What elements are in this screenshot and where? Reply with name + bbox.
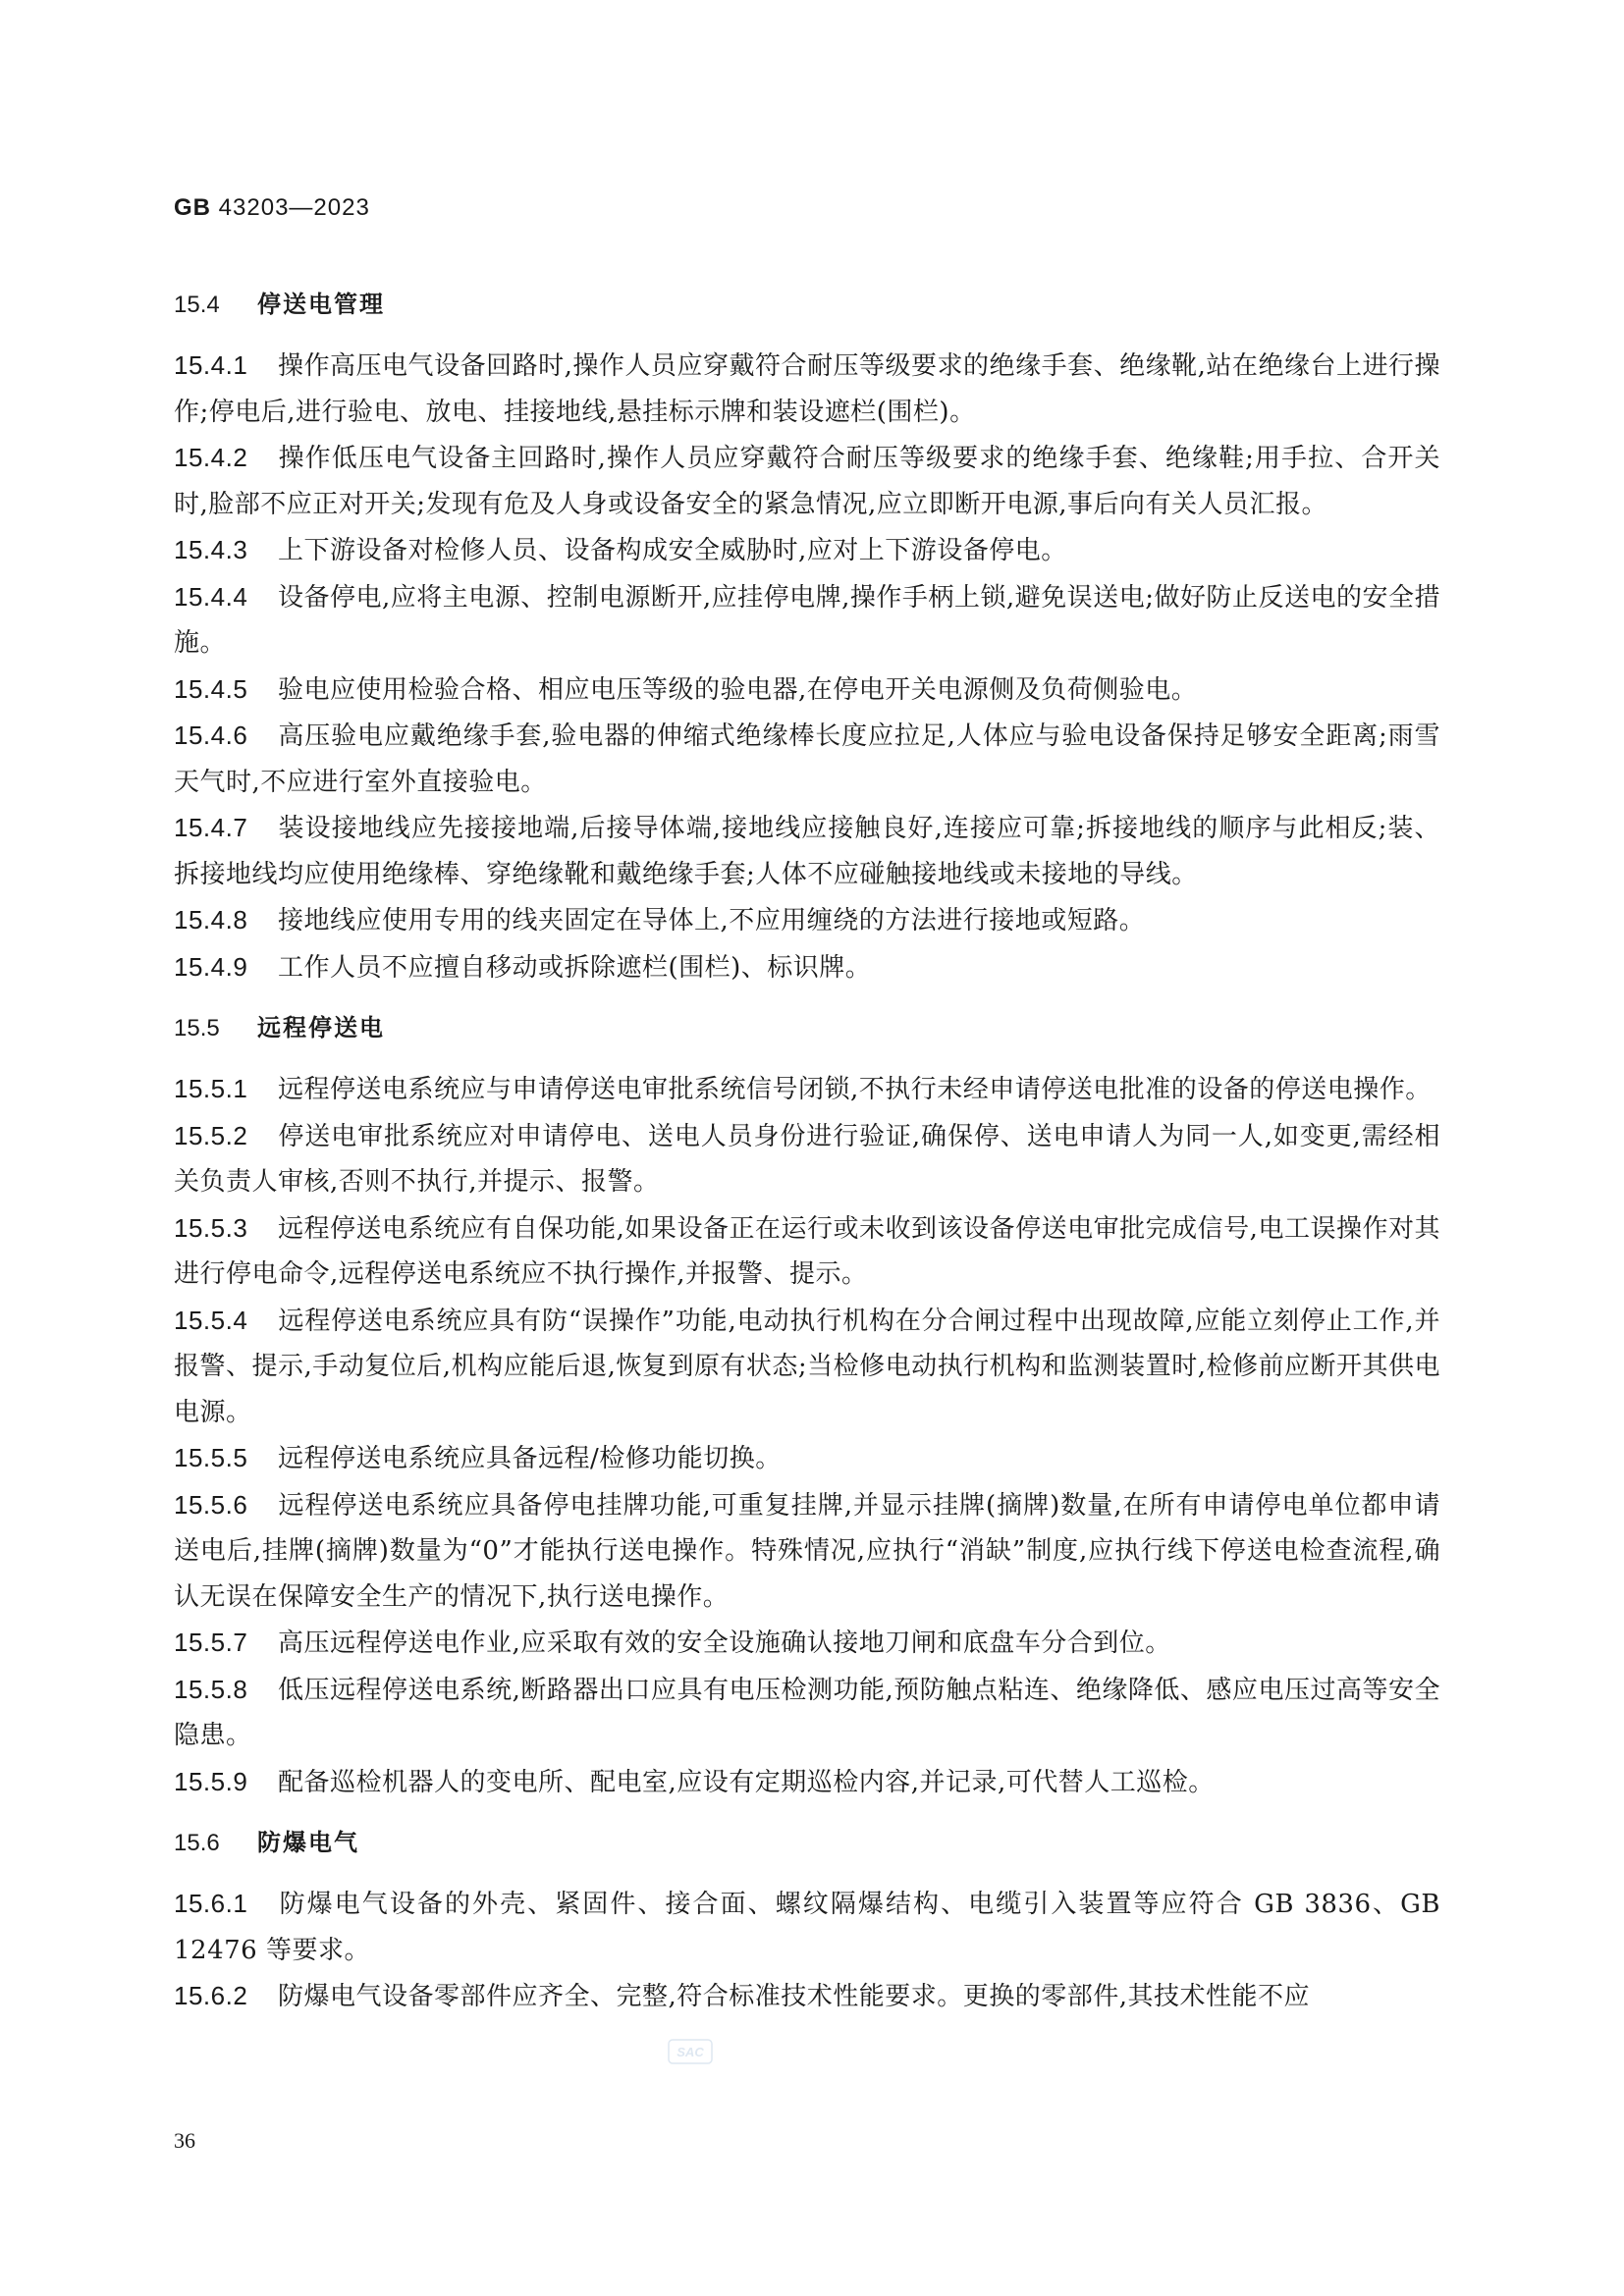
clause-text: 防爆电气设备的外壳、紧固件、接合面、螺纹隔爆结构、电缆引入装置等应符合 GB 3836、GB 12476 等要求。 — [174, 1890, 1440, 1965]
clause-text: 停送电审批系统应对申请停电、送电人员身份进行验证,确保停、送电申请人为同一人,如变更,需经相关负责人审核,否则不执行,并提示、报警。 — [174, 1121, 1440, 1197]
clause-number: 15.4.6 — [174, 721, 248, 750]
clause-number: 15.6.1 — [174, 1889, 248, 1918]
clause-text: 低压远程停送电系统,断路器出口应具有电压检测功能,预防触点粘连、绝缘降低、感应电压过高等安全隐患。 — [174, 1675, 1440, 1750]
clause-text: 操作高压电气设备回路时,操作人员应穿戴符合耐压等级要求的绝缘手套、绝缘靴,站在绝缘台上进行操作;停电后,进行验电、放电、挂接地线,悬挂标示牌和装设遮栏(围栏)。 — [174, 351, 1440, 427]
clause — [174, 1620, 1440, 1667]
clause-number: 15.5.5 — [174, 1443, 248, 1472]
clause-text: 配备巡检机器人的变电所、配电室,应设有定期巡检内容,并记录,可代替人工巡检。 — [278, 1767, 1215, 1797]
clause — [174, 574, 1440, 667]
clause-text: 设备停电,应将主电源、控制电源断开,应挂停电牌,操作手柄上锁,避免误送电;做好防止反送电的安全措施。 — [174, 582, 1440, 658]
clause — [174, 944, 1440, 991]
clause — [174, 713, 1440, 805]
svg-text:SAC: SAC — [677, 2045, 704, 2059]
clause-text: 高压验电应戴绝缘手套,验电器的伸缩式绝缘棒长度应拉足,人体应与验电设备保持足够安全距离;雨雪天气时,不应进行室外直接验电。 — [174, 721, 1440, 797]
clause-number: 15.4.2 — [174, 443, 248, 472]
clause — [174, 343, 1440, 435]
sac-watermark-logo — [668, 2039, 713, 2064]
section-heading — [174, 1004, 1440, 1052]
section-number: 15.4 — [174, 292, 220, 318]
clause-number: 15.5.7 — [174, 1628, 248, 1657]
clause — [174, 897, 1440, 944]
clause-text: 远程停送电系统应具备远程/检修功能切换。 — [278, 1444, 782, 1473]
clause-number: 15.5.9 — [174, 1766, 248, 1796]
clause-number: 15.4.3 — [174, 535, 248, 564]
section-number: 15.5 — [174, 1015, 220, 1041]
clause-text: 远程停送电系统应具有防“误操作”功能,电动执行机构在分合闸过程中出现故障,应能立刻停止工作,并报警、提示,手动复位后,机构应能后退,恢复到原有状态;当检修电动执行机构和监测装置时,检修前应断开其供电电源。 — [174, 1306, 1440, 1427]
section-title: 停送电管理 — [257, 291, 385, 318]
clause — [174, 1113, 1440, 1205]
section-heading — [174, 1819, 1440, 1867]
clause-text: 高压远程停送电作业,应采取有效的安全设施确认接地刀闸和底盘车分合到位。 — [278, 1629, 1171, 1658]
clause-text: 远程停送电系统应具备停电挂牌功能,可重复挂牌,并显示挂牌(摘牌)数量,在所有申请停电单位都申请送电后,挂牌(摘牌)数量为“0”才能执行送电操作。特殊情况,应执行“消缺”制度,应执行线下停送电检查流程,确认无误在保障安全生产的情况下,执行送电操作。 — [174, 1490, 1440, 1612]
standard-number: 43203—2023 — [218, 194, 370, 221]
clause — [174, 667, 1440, 714]
clause — [174, 1298, 1440, 1436]
clause-number: 15.5.2 — [174, 1120, 248, 1150]
clause — [174, 1881, 1440, 1973]
clause-text: 接地线应使用专用的线夹固定在导体上,不应用缠绕的方法进行接地或短路。 — [278, 906, 1146, 935]
section-title: 防爆电气 — [257, 1829, 359, 1856]
clause-text: 远程停送电系统应有自保功能,如果设备正在运行或未收到该设备停送电审批完成信号,电工误操作对其进行停电命令,远程停送电系统应不执行操作,并报警、提示。 — [174, 1213, 1440, 1289]
clause-text: 工作人员不应擅自移动或拆除遮栏(围栏)、标识牌。 — [278, 952, 872, 983]
clause-text: 远程停送电系统应与申请停送电审批系统信号闭锁,不执行未经申请停送电批准的设备的停送电操作。 — [278, 1075, 1432, 1104]
clause-text: 上下游设备对检修人员、设备构成安全威胁时,应对上下游设备停电。 — [278, 536, 1067, 565]
document-body — [174, 281, 1440, 2020]
clause-number: 15.5.1 — [174, 1074, 248, 1103]
clause-text: 验电应使用检验合格、相应电压等级的验电器,在停电开关电源侧及负荷侧验电。 — [278, 674, 1198, 705]
clause-number: 15.5.6 — [174, 1489, 248, 1520]
clause-number: 15.4.9 — [174, 951, 248, 982]
section-heading — [174, 281, 1440, 329]
section-title: 远程停送电 — [257, 1014, 385, 1041]
clause-number: 15.4.8 — [174, 905, 248, 934]
clause — [174, 435, 1440, 527]
section-number: 15.6 — [174, 1830, 220, 1856]
clause — [174, 1667, 1440, 1759]
clause-number: 15.4.4 — [174, 581, 248, 612]
clause — [174, 1973, 1440, 2020]
clause — [174, 1205, 1440, 1298]
clause — [174, 1482, 1440, 1621]
clause — [174, 527, 1440, 574]
clause-text: 操作低压电气设备主回路时,操作人员应穿戴符合耐压等级要求的绝缘手套、绝缘鞋;用手拉、合开关时,脸部不应正对开关;发现有危及人身或设备安全的紧急情况,应立即断开电源,事后向有关人员汇报。 — [174, 444, 1440, 519]
standard-prefix: GB — [174, 194, 211, 221]
clause-text: 防爆电气设备零部件应齐全、完整,符合标准技术性能要求。更换的零部件,其技术性能不应 — [278, 1982, 1311, 2011]
clause-number: 15.6.2 — [174, 1981, 248, 2010]
clause-number: 15.4.5 — [174, 673, 248, 704]
clause-text: 装设接地线应先接接地端,后接导体端,接地线应接触良好,连接应可靠;拆接地线的顺序与此相反;装、拆接地线均应使用绝缘棒、穿绝缘靴和戴绝缘手套;人体不应碰触接地线或未接地的导线。 — [174, 814, 1440, 889]
clause — [174, 1066, 1440, 1113]
clause — [174, 1759, 1440, 1806]
clause-number: 15.5.3 — [174, 1212, 248, 1243]
clause-number: 15.5.8 — [174, 1674, 248, 1704]
clause — [174, 1435, 1440, 1482]
clause-number: 15.5.4 — [174, 1305, 248, 1335]
document-header — [174, 194, 370, 222]
clause — [174, 805, 1440, 897]
page-number: 36 — [174, 2128, 195, 2153]
clause-number: 15.4.1 — [174, 350, 248, 380]
clause-number: 15.4.7 — [174, 813, 248, 842]
